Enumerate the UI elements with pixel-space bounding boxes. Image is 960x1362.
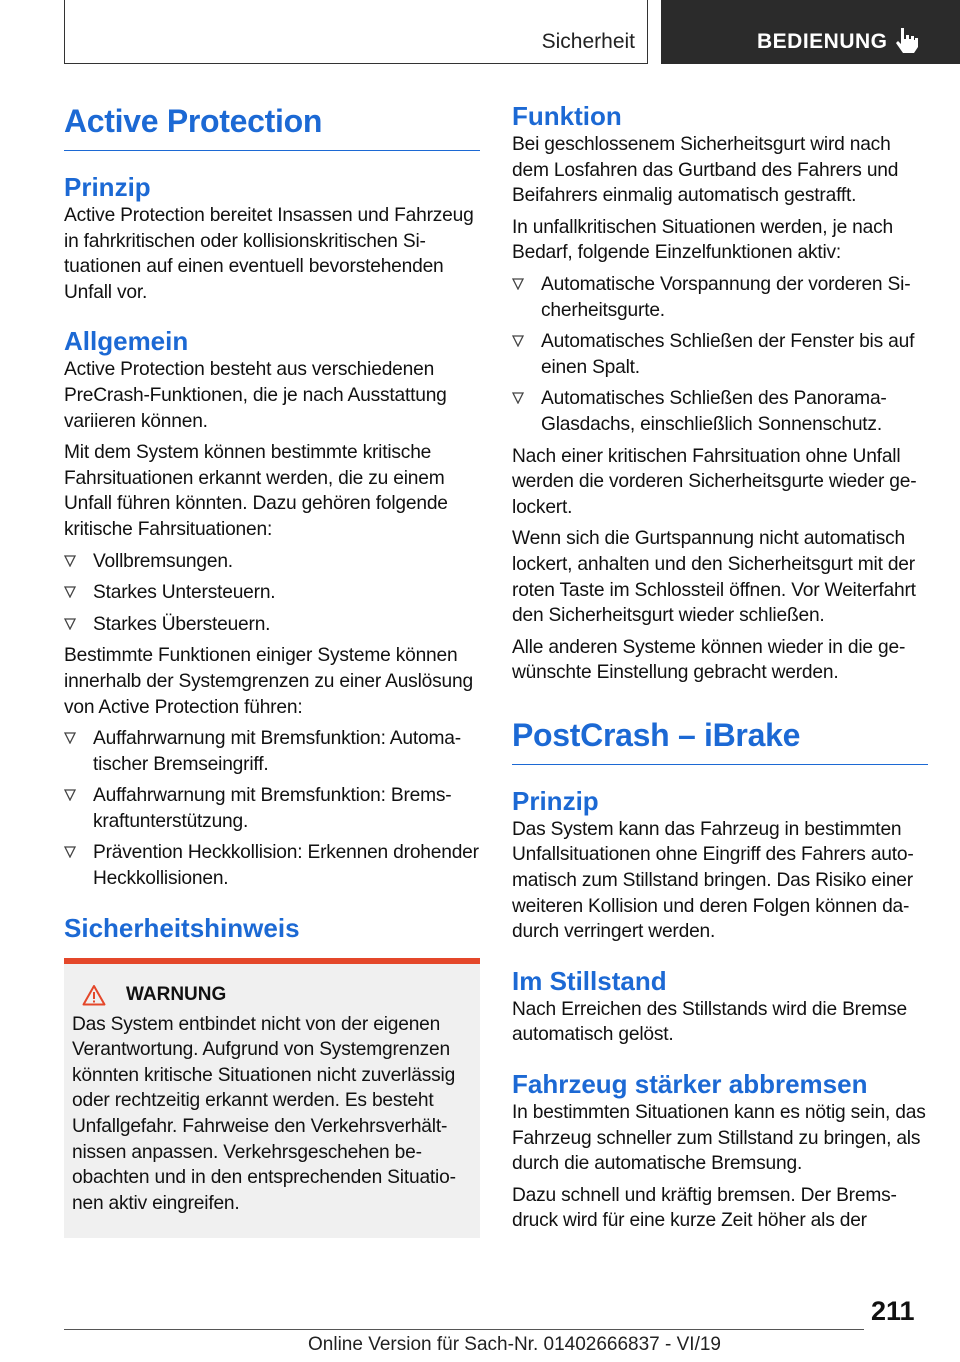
section-label: Sicherheit <box>541 30 635 53</box>
bullet-triangle-icon <box>64 586 76 598</box>
title-postcrash-ibrake: PostCrash – iBrake <box>512 712 928 765</box>
heading-prinzip-2: Prinzip <box>512 785 599 816</box>
bullet-triangle-icon <box>64 846 76 858</box>
funktion-p3: Nach einer kritischen Fahrsituation ohne Unfall werden die vorderen Sicherheitsgurte wieder gelockert. <box>512 445 917 518</box>
allgemein-p1: Active Protection besteht aus verschiedenen PreCrash-Funktionen, die je nach Ausstattung variieren können. <box>64 359 447 432</box>
bullet-triangle-icon <box>512 392 524 404</box>
funktion-p2: In unfallkritischen Situationen werden, je nach Bedarf, folgende Einzelfunktionen aktiv: <box>512 216 893 264</box>
list-item: Prävention Heckkollision: Erkennen drohender Heckkollisionen. <box>64 840 480 891</box>
abbremsen-p2: Dazu schnell und kräftig bremsen. Der Bremsdruck wird für eine kurze Zeit höher als der <box>512 1184 897 1232</box>
bullet-triangle-icon <box>64 618 76 630</box>
list-item: Auffahrwarnung mit Bremsfunktion: Automatischer Bremseingriff. <box>64 726 480 777</box>
heading-sicherheitshinweis: Sicherheitshinweis <box>64 912 300 943</box>
list-item: Automatisches Schließen des Panorama-Glasdachs, einschließlich Sonnenschutz. <box>512 386 928 437</box>
list-item: Starkes Untersteuern. <box>64 580 480 606</box>
heading-abbremsen: Fahrzeug stärker abbremsen <box>512 1069 868 1100</box>
header-section-tab <box>64 0 648 64</box>
right-column <box>512 100 928 1240</box>
stillstand-text: Nach Erreichen des Stillstands wird die Bremse automatisch gelöst. <box>512 998 907 1046</box>
list-item: Vollbremsungen. <box>64 549 480 575</box>
hand-pointer-icon <box>893 26 919 54</box>
header-chapter-tab <box>661 0 960 64</box>
bullet-triangle-icon <box>64 555 76 567</box>
footer-text: Online Version für Sach-Nr. 01402666837 - VI/19 <box>308 1334 721 1355</box>
allgemein-p2: Mit dem System können bestimmte kritische Fahrsituationen erkannt werden, die zu einem Unfall führen könnten. Dazu gehören folgende kritische Fahrsituationen: <box>64 442 448 540</box>
list-item: Auffahrwarnung mit Bremsfunktion: Bremskraftunterstützung. <box>64 783 480 834</box>
title-active-protection: Active Protection <box>64 98 480 151</box>
bullet-triangle-icon <box>64 732 76 744</box>
heading-im-stillstand: Im Stillstand <box>512 965 667 996</box>
footer-divider <box>64 1329 864 1330</box>
funktion-p5: Alle anderen Systeme können wieder in die gewünschte Einstellung gebracht werden. <box>512 636 906 684</box>
bullet-triangle-icon <box>64 789 76 801</box>
heading-funktion: Funktion <box>512 101 622 131</box>
warning-box <box>64 964 480 1239</box>
warning-triangle-icon <box>82 984 106 1006</box>
heading-prinzip: Prinzip <box>64 172 151 202</box>
list-item: Automatische Vorspannung der vorderen Sicherheitsgurte. <box>512 272 928 323</box>
page-number: 211 <box>871 1296 915 1326</box>
funktion-p1: Bei geschlossenem Sicherheitsgurt wird nach dem Losfahren das Gurtband des Fahrers und Beifahrers einmalig automatisch gestrafft. <box>512 134 899 207</box>
list-item: Automatisches Schließen der Fenster bis auf einen Spalt. <box>512 329 928 380</box>
warning-label: WARNUNG <box>126 983 227 1005</box>
heading-allgemein: Allgemein <box>64 326 189 357</box>
abbremsen-p1: In bestimmten Situationen kann es nötig sein, das Fahrzeug schneller zum Stillstand zu bringen, als durch die automatische Bremsung. <box>512 1102 926 1175</box>
prinzip2-text: Das System kann das Fahrzeug in bestimmten Unfallsituationen ohne Eingriff des Fahrers automatisch zum Stillstand bringen. Das Risiko einer weiteren Kollision und deren Folgen können dadurch verringert werden. <box>512 818 914 943</box>
chapter-label: BEDIENUNG <box>757 30 888 53</box>
allgemein-p3: Bestimmte Funktionen einiger Systeme können innerhalb der Systemgrenzen zu einer Auslösung von Active Protection führen: <box>64 645 473 718</box>
funktion-p4: Wenn sich die Gurtspannung nicht automatisch lockert, anhalten und den Sicherheitsgurt mit der roten Taste im Schlossteil öffnen. Vor Weiterfahrt den Sicherheitsgurt wieder schließen. <box>512 528 916 627</box>
prinzip-text: Active Protection bereitet Insassen und Fahrzeug in fahrkritischen oder kollisionskritischen Situationen auf einen eventuell bevorstehenden Unfall vor. <box>64 205 474 303</box>
bullet-triangle-icon <box>512 278 524 290</box>
bullet-triangle-icon <box>512 335 524 347</box>
left-column <box>64 98 480 1238</box>
warning-text: Das System entbindet nicht von der eigenen Verantwortung. Aufgrund von Systemgrenzen könnten kritische Situationen nicht zuverlässig oder rechtzeitig erkannt werden. Es besteht Unfallgefahr. Fahrweise den Verkehrsverhältnissen anpassen. Verkehrsgeschehen beobachten und in den entsprechenden Situationen aktiv eingreifen. <box>72 1013 456 1214</box>
list-item: Starkes Übersteuern. <box>64 612 480 638</box>
